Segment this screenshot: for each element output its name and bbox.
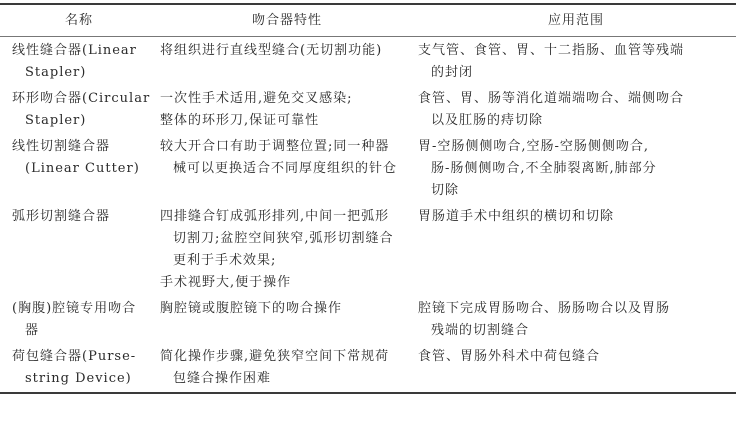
cell-line: 环形吻合器(Circular xyxy=(12,91,151,106)
cell-line: 残端的切割缝合 xyxy=(431,323,530,338)
cell-line: string Device) xyxy=(25,371,132,386)
cell-line: 器 xyxy=(25,323,40,338)
cell-line: (Linear Cutter) xyxy=(25,161,140,176)
cell-features xyxy=(158,204,416,296)
table-row xyxy=(0,134,736,204)
cell-features xyxy=(158,296,416,344)
cell-line: 腔镜下完成胃肠吻合、肠肠吻合以及胃肠 xyxy=(418,301,671,316)
cell-features xyxy=(158,344,416,393)
table-row xyxy=(0,37,736,87)
cell-line: 将组织进行直线型缝合(无切割功能) xyxy=(160,43,383,58)
cell-line: 食管、胃肠外科术中荷包缝合 xyxy=(418,349,601,364)
cell-line: 四排缝合钉成弧形排列,中间一把弧形 xyxy=(160,209,390,224)
cell-application xyxy=(416,134,736,204)
cell-line: 的封闭 xyxy=(431,65,474,80)
cell-name xyxy=(0,86,158,134)
table-row xyxy=(0,296,736,344)
cell-line: 以及肛肠的痔切除 xyxy=(431,113,544,128)
cell-name xyxy=(0,204,158,296)
cell-name xyxy=(0,296,158,344)
header-application: 应用范围 xyxy=(547,12,604,28)
cell-line: Stapler) xyxy=(25,65,87,80)
cell-application xyxy=(416,86,736,134)
cell-line: (胸腹)腔镜专用吻合 xyxy=(12,301,137,316)
cell-line: 手术视野大,便于操作 xyxy=(160,275,292,290)
cell-line: 包缝合操作困难 xyxy=(173,371,272,386)
table-row xyxy=(0,204,736,296)
cell-features xyxy=(158,134,416,204)
cell-line: 简化操作步骤,避免狭窄空间下常规荷 xyxy=(160,349,390,364)
cell-name xyxy=(0,134,158,204)
cell-line: 胃肠道手术中组织的横切和切除 xyxy=(418,209,615,224)
cell-line: 食管、胃、肠等消化道端端吻合、端侧吻合 xyxy=(418,91,685,106)
cell-application xyxy=(416,204,736,296)
cell-line: 切除 xyxy=(431,183,460,198)
stapler-comparison-table xyxy=(0,3,736,394)
cell-application xyxy=(416,344,736,393)
cell-line: 一次性手术适用,避免交叉感染; xyxy=(160,91,353,106)
table-row xyxy=(0,86,736,134)
cell-line: 胸腔镜或腹腔镜下的吻合操作 xyxy=(160,301,343,316)
header-name: 名称 xyxy=(64,12,93,28)
cell-line: 线性缝合器(Linear xyxy=(12,43,137,58)
cell-line: 线性切割缝合器 xyxy=(12,139,111,154)
cell-line: 较大开合口有助于调整位置;同一种器 xyxy=(160,139,390,154)
cell-line: 弧形切割缝合器 xyxy=(12,209,111,224)
cell-line: 支气管、食管、胃、十二指肠、血管等残端 xyxy=(418,43,685,58)
cell-line: 荷包缝合器(Purse- xyxy=(12,349,137,364)
cell-line: 整体的环形刀,保证可靠性 xyxy=(160,113,320,128)
header-features: 吻合器特性 xyxy=(251,12,322,28)
cell-line: 胃-空肠侧侧吻合,空肠-空肠侧侧吻合, xyxy=(418,139,650,154)
cell-name xyxy=(0,344,158,393)
cell-features xyxy=(158,37,416,87)
cell-line: 肠-肠侧侧吻合,不全肺裂离断,肺部分 xyxy=(431,161,657,176)
stapler-comparison-table-container xyxy=(0,3,736,394)
table-row xyxy=(0,344,736,393)
cell-features xyxy=(158,86,416,134)
cell-line: 械可以更换适合不同厚度组织的针仓 xyxy=(173,161,398,176)
cell-application xyxy=(416,296,736,344)
cell-line: 更利于手术效果; xyxy=(173,253,277,268)
cell-line: Stapler) xyxy=(25,113,87,128)
cell-application xyxy=(416,37,736,87)
cell-name xyxy=(0,37,158,87)
table-header-row xyxy=(0,4,736,37)
cell-line: 切割刀;盆腔空间狭窄,弧形切割缝合 xyxy=(173,231,394,246)
